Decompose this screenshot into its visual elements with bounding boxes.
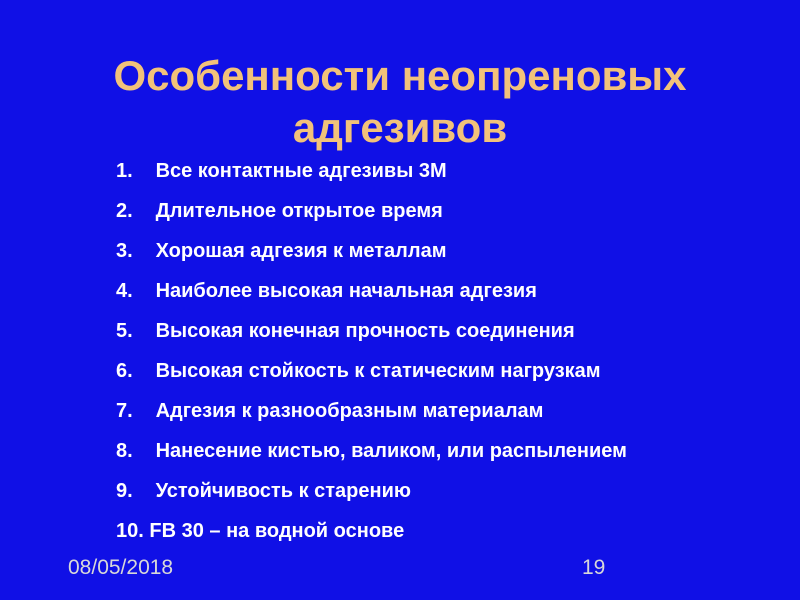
list-item-number: 1.	[116, 160, 133, 182]
slide-title-line-2: адгезивов	[292, 104, 508, 151]
list-item-text: FB 30 – на водной основе	[149, 520, 405, 542]
list-item	[116, 157, 627, 197]
footer-date: 08/05/2018	[68, 556, 174, 579]
list-item-number: 3.	[116, 240, 133, 262]
list-item-text: Высокая стойкость к статическим нагрузкам	[155, 360, 601, 382]
list-item-text: Наиболее высокая начальная адгезия	[155, 280, 537, 302]
list-item	[116, 317, 627, 357]
list-item-number: 8.	[116, 440, 133, 462]
list-item-text: Длительное открытое время	[155, 200, 443, 222]
slide-title-line-1: Особенности неопреновых	[113, 52, 687, 99]
list-item-text: Высокая конечная прочность соединения	[155, 320, 575, 342]
list-item-text: Хорошая адгезия к металлам	[155, 240, 447, 262]
list-item	[116, 517, 627, 557]
list-item-text: Устойчивость к старению	[155, 480, 411, 502]
list-item-number: 6.	[116, 360, 133, 382]
list-item-number: 9.	[116, 480, 133, 502]
list-item-number: 4.	[116, 280, 133, 302]
list-item-number: 2.	[116, 200, 133, 222]
list-item-number: 10.	[116, 520, 144, 542]
list-item	[116, 197, 627, 237]
list-item	[116, 357, 627, 397]
page-number: 19	[582, 556, 606, 579]
feature-list	[116, 157, 627, 557]
list-item	[116, 397, 627, 437]
list-item-text: Все контактные адгезивы 3М	[155, 160, 447, 182]
list-item-text: Нанесение кистью, валиком, или распылением	[155, 440, 627, 462]
list-item	[116, 477, 627, 517]
list-item	[116, 237, 627, 277]
list-item-number: 5.	[116, 320, 133, 342]
list-item-number: 7.	[116, 400, 133, 422]
slide-title	[0, 50, 800, 154]
list-item-text: Адгезия к разнообразным материалам	[155, 400, 544, 422]
list-item	[116, 277, 627, 317]
list-item	[116, 437, 627, 477]
